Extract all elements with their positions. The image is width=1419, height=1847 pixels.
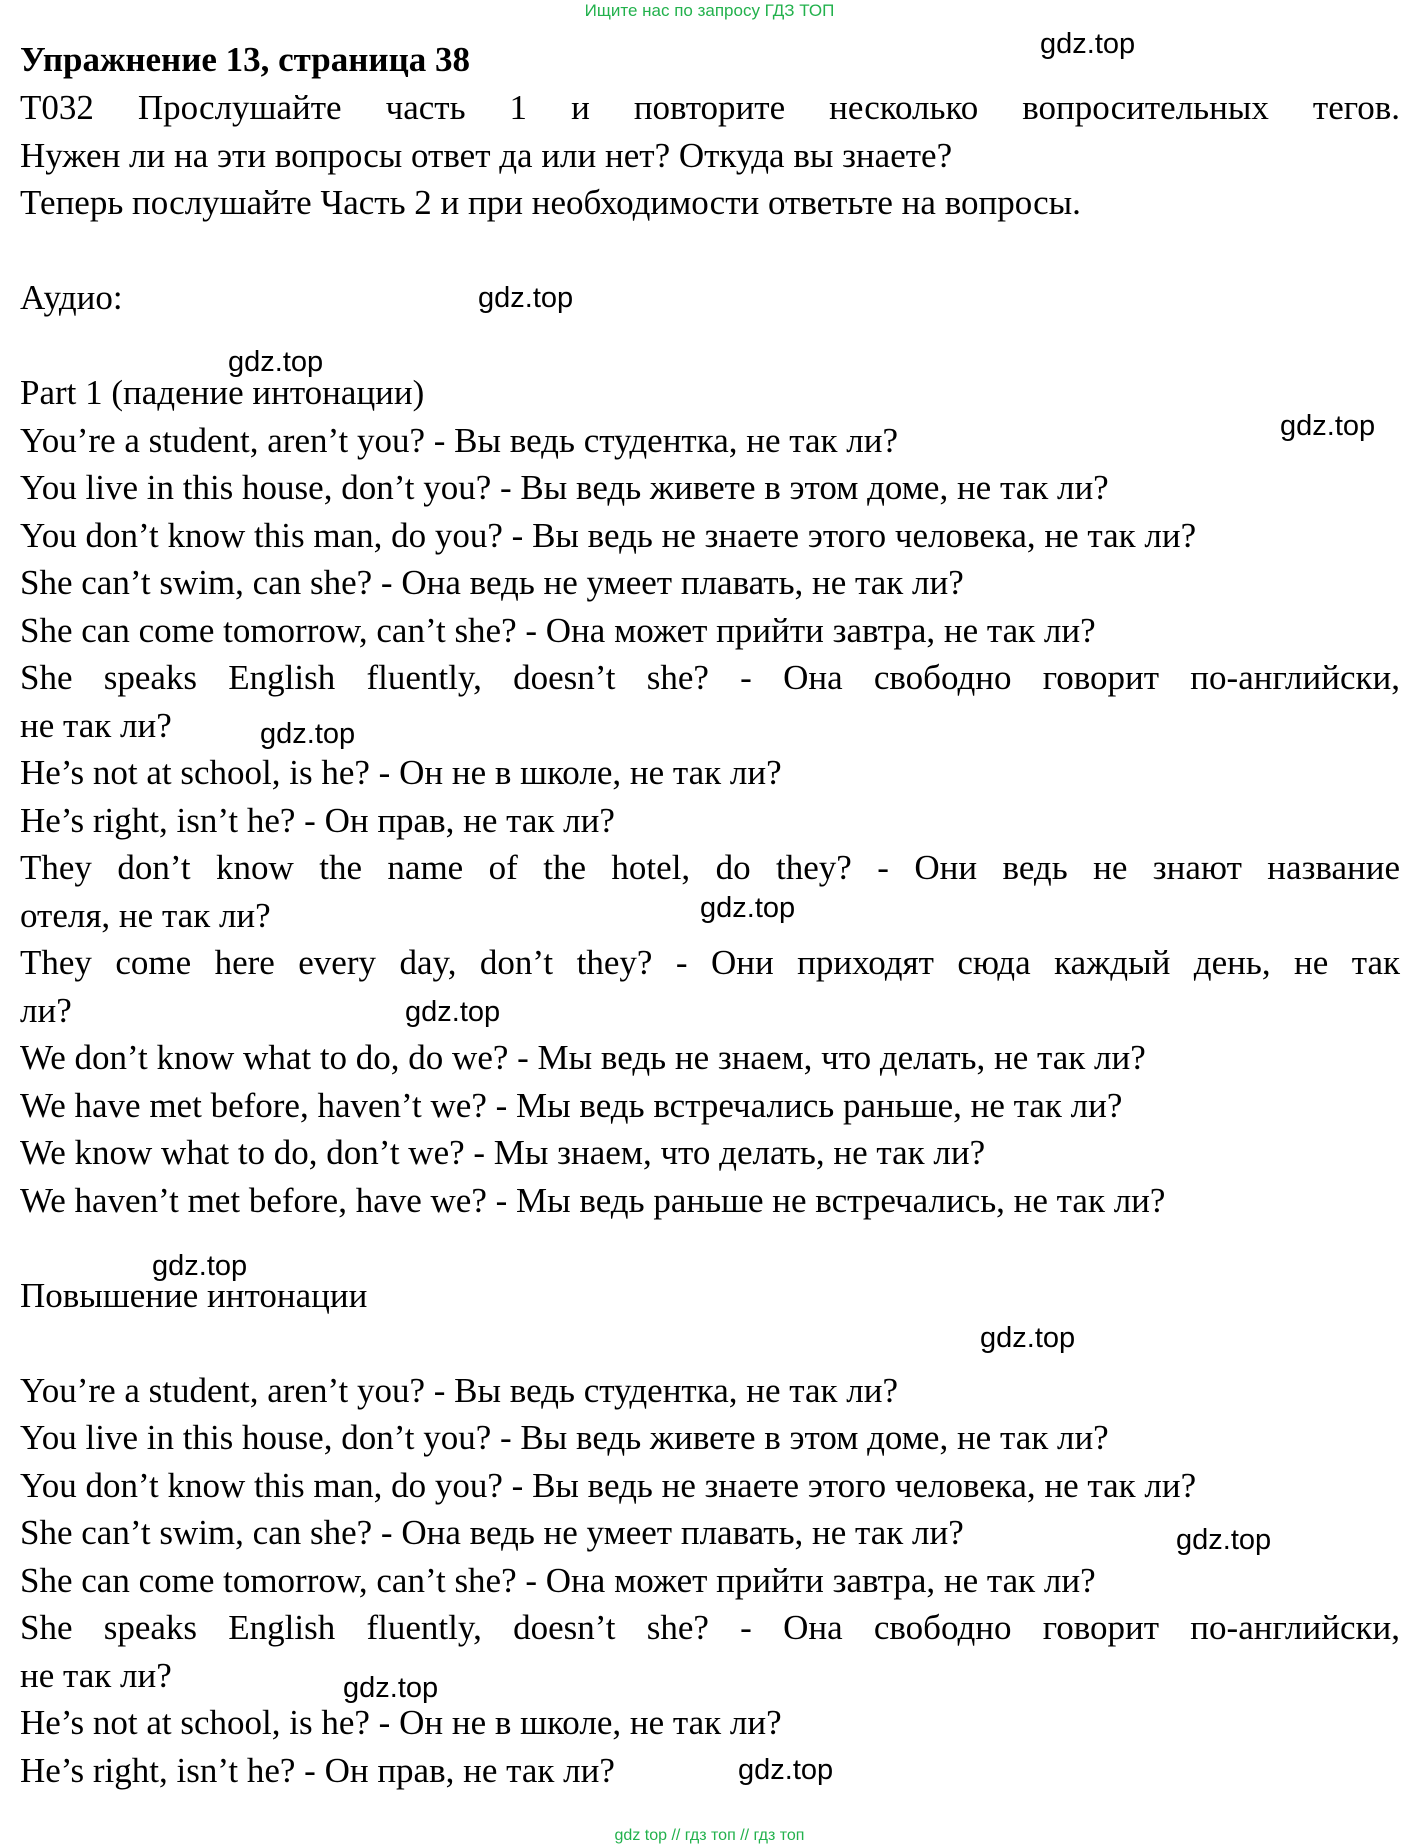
watermark: gdz.top	[980, 1322, 1076, 1354]
watermark: gdz.top	[228, 346, 324, 378]
part2-line: She can come tomorrow, can’t she? - Она может прийти завтра, не так ли?	[20, 1560, 1096, 1600]
part1-line: She can’t swim, can she? - Она ведь не умеет плавать, не так ли?	[20, 563, 964, 602]
audio-label: Аудио:	[20, 278, 123, 317]
part2-heading: Повышение интонации	[20, 1275, 368, 1315]
footer-links[interactable]: gdz top // гдз топ // гдз топ	[614, 1827, 805, 1844]
watermark: gdz.top	[343, 1672, 439, 1704]
exercise-title: Упражнение 13, страница 38	[20, 40, 471, 79]
part2-line: You live in this house, don’t you? - Вы ведь живете в этом доме, не так ли?	[20, 1418, 1109, 1457]
part1-heading: Part 1 (падение интонации)	[20, 373, 425, 412]
part1-line: We know what to do, don’t we? - Мы знаем, что делать, не так ли?	[20, 1133, 986, 1172]
watermark: gdz.top	[700, 892, 796, 924]
part1-line: We don’t know what to do, do we? - Мы ведь не знаем, что делать, не так ли?	[20, 1038, 1146, 1077]
part1-line: отеля, не так ли?	[20, 895, 271, 935]
part1-line: We have met before, haven’t we? - Мы ведь встречались раньше, не так ли?	[20, 1085, 1123, 1125]
part2-line: He’s right, isn’t he? - Он прав, не так ли?	[20, 1750, 615, 1790]
part1-line: She can come tomorrow, can’t she? - Она может прийти завтра, не так ли?	[20, 610, 1096, 650]
watermark: gdz.top	[1040, 28, 1136, 60]
watermark: gdz.top	[405, 996, 501, 1028]
part2-line: She speaks English fluently, doesn’t she? - Она свободно говорит по-английски,	[20, 1608, 1400, 1647]
watermark: gdz.top	[260, 718, 356, 750]
part2-line: She can’t swim, can she? - Она ведь не умеет плавать, не так ли?	[20, 1513, 964, 1552]
part1-line: He’s right, isn’t he? - Он прав, не так ли?	[20, 800, 615, 840]
watermark: gdz.top	[152, 1250, 248, 1282]
top-banner[interactable]: Ищите нас по запросу ГДЗ ТОП	[584, 1, 835, 20]
part2-line: You’re a student, aren’t you? - Вы ведь студентка, не так ли?	[20, 1370, 898, 1410]
part2-line: He’s not at school, is he? - Он не в школе, не так ли?	[20, 1703, 782, 1742]
part1-line: You live in this house, don’t you? - Вы ведь живете в этом доме, не так ли?	[20, 468, 1109, 507]
part1-line: He’s not at school, is he? - Он не в школе, не так ли?	[20, 753, 782, 792]
watermark: gdz.top	[1280, 410, 1376, 442]
instruction-line-3: Теперь послушайте Часть 2 и при необходимости ответьте на вопросы.	[20, 183, 1081, 222]
part1-line: She speaks English fluently, doesn’t she? - Она свободно говорит по-английски,	[20, 658, 1400, 697]
part1-line: You don’t know this man, do you? - Вы ведь не знаете этого человека, не так ли?	[20, 515, 1197, 555]
part1-line: ли?	[20, 990, 72, 1030]
watermark: gdz.top	[738, 1754, 834, 1786]
part1-line: You’re a student, aren’t you? - Вы ведь студентка, не так ли?	[20, 420, 898, 460]
watermark: gdz.top	[478, 282, 574, 314]
instruction-line-1: T032 Прослушайте часть 1 и повторите несколько вопросительных тегов.	[20, 88, 1400, 127]
part1-line: не так ли?	[20, 705, 172, 745]
watermark: gdz.top	[1176, 1524, 1272, 1556]
instruction-line-2: Нужен ли на эти вопросы ответ да или нет? Откуда вы знаете?	[20, 135, 953, 175]
part1-line: They come here every day, don’t they? - Они приходят сюда каждый день, не так	[20, 943, 1400, 982]
part2-line: не так ли?	[20, 1655, 172, 1695]
part1-line: They don’t know the name of the hotel, do they? - Они ведь не знают название	[20, 848, 1400, 887]
part2-line: You don’t know this man, do you? - Вы ведь не знаете этого человека, не так ли?	[20, 1465, 1197, 1505]
part1-line: We haven’t met before, have we? - Мы ведь раньше не встречались, не так ли?	[20, 1180, 1166, 1220]
